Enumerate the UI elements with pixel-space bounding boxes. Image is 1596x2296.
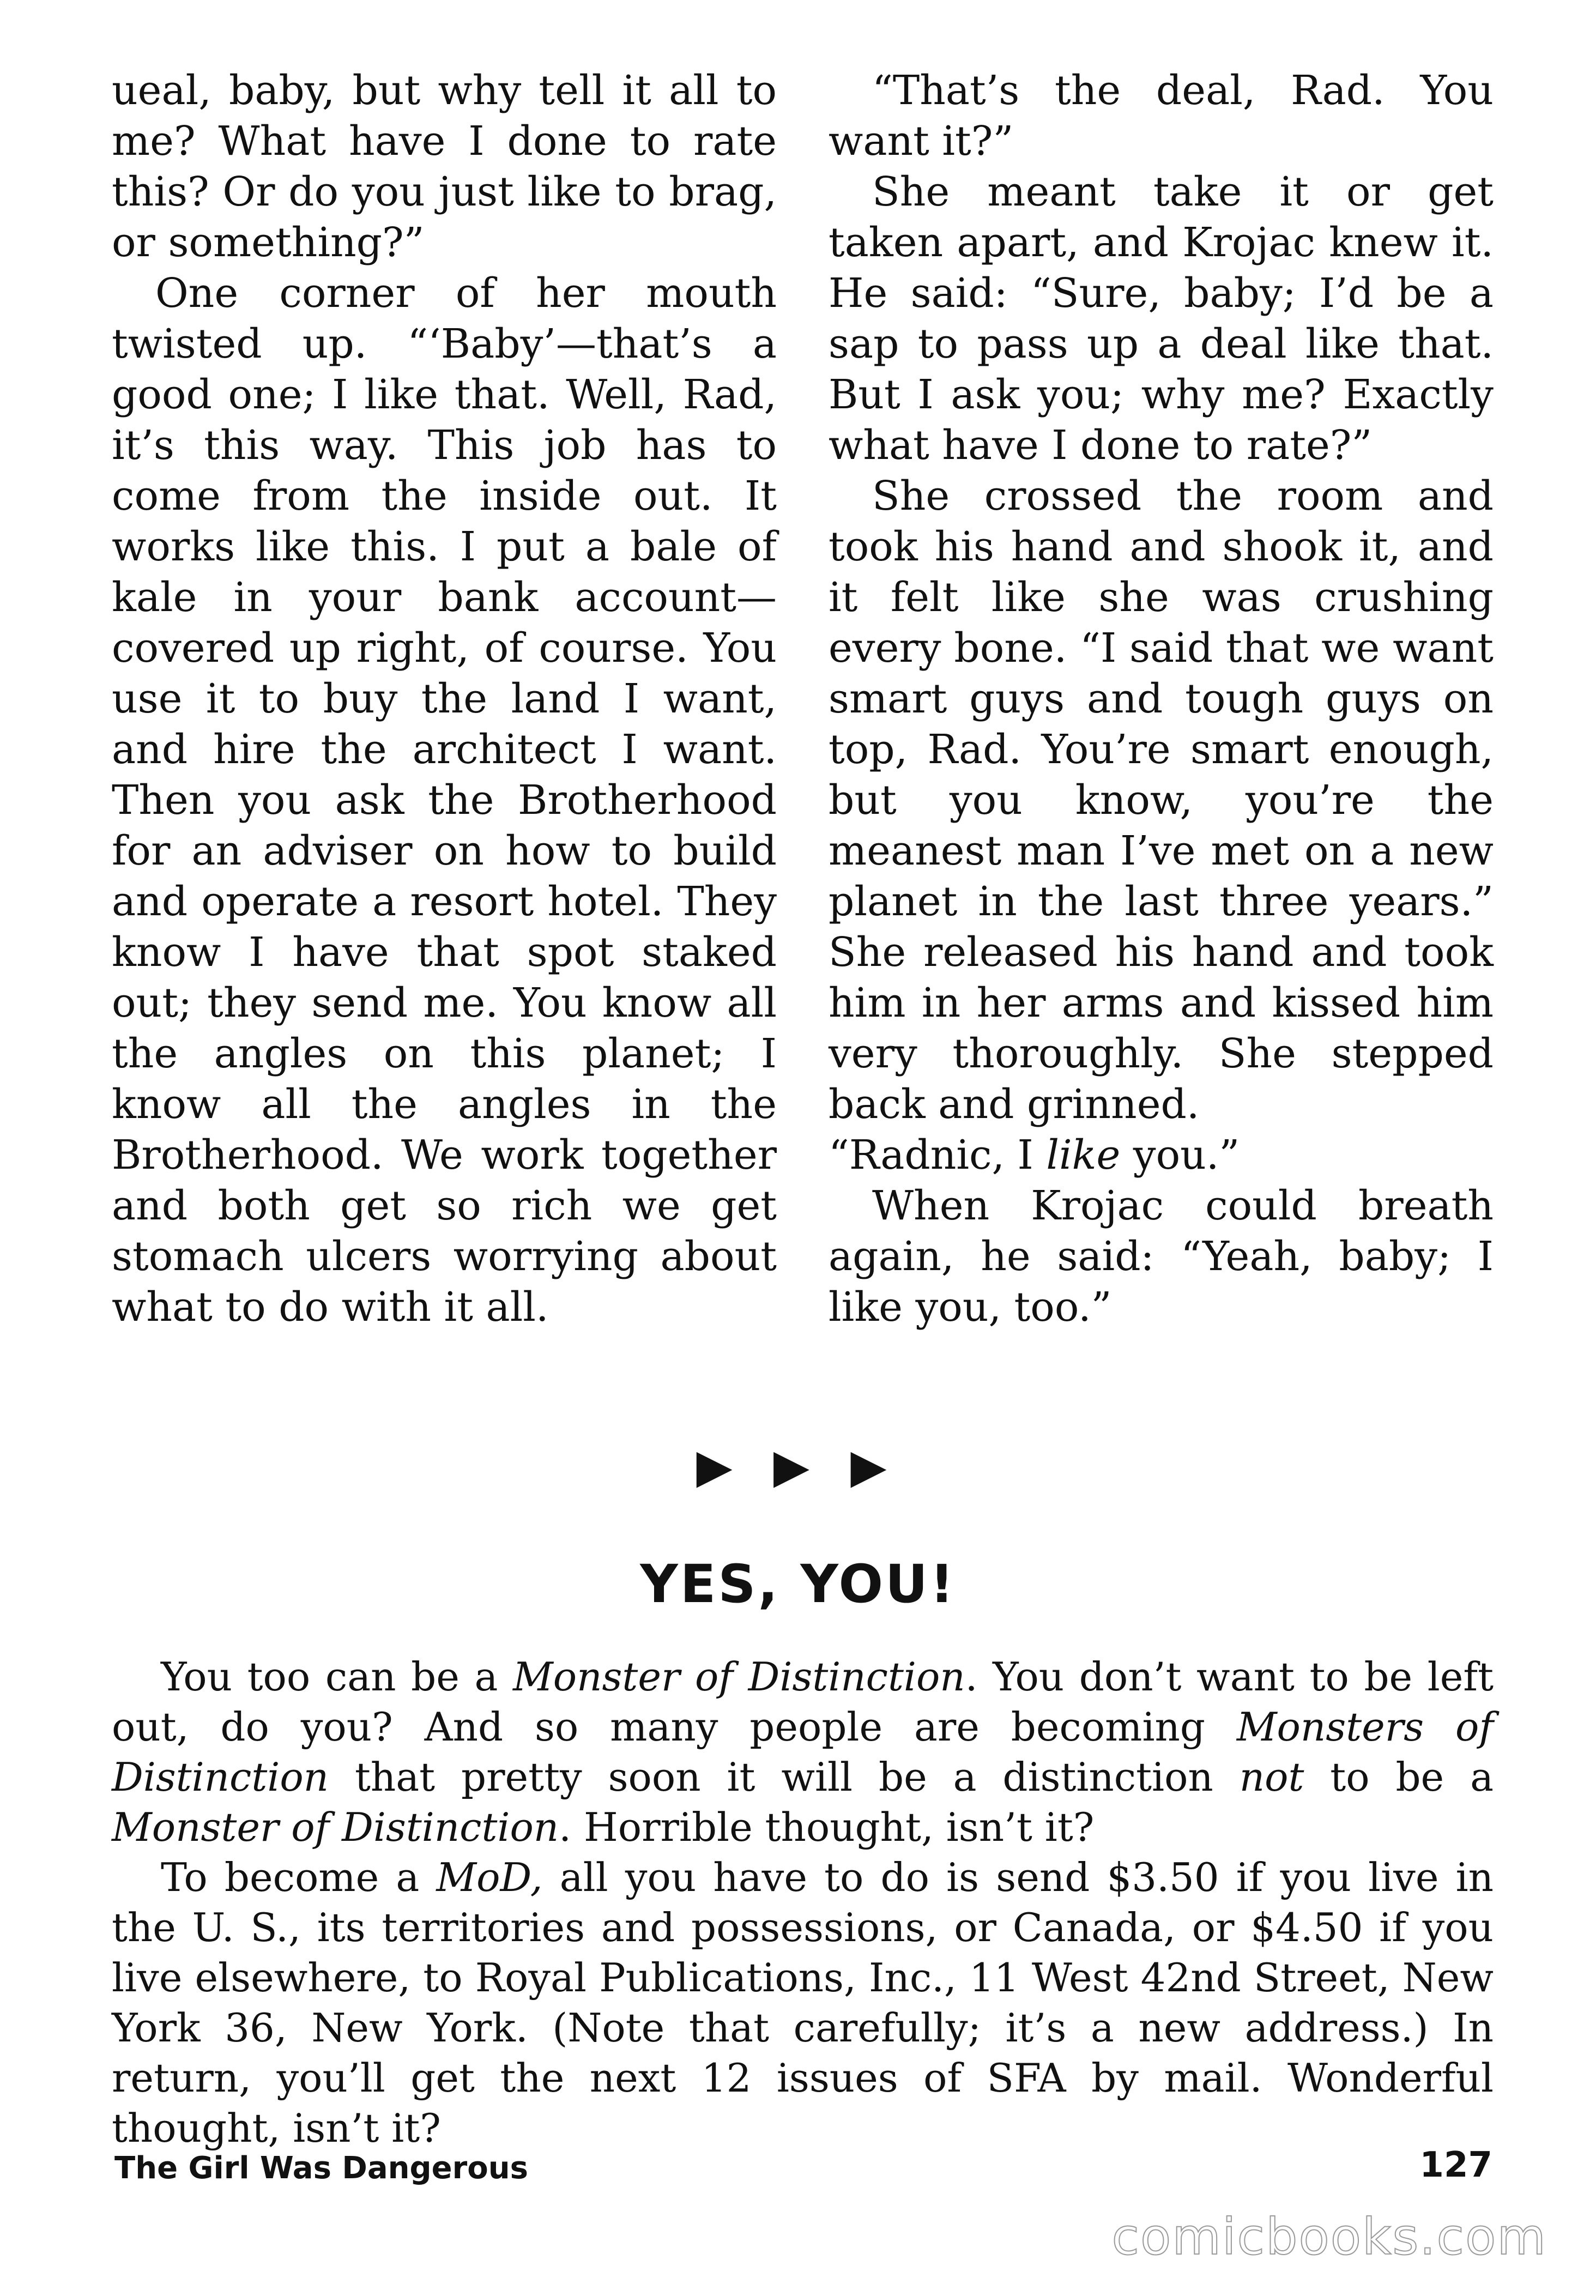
- italic-text-run: Monster of Distinction: [513, 1654, 965, 1700]
- text-run: to be a: [1304, 1754, 1494, 1800]
- text-run: . Horrible thought, isn’t it?: [559, 1804, 1095, 1850]
- page-number: 127: [1419, 2145, 1492, 2185]
- running-title: The Girl Was Dangerous: [114, 2150, 528, 2186]
- paragraph: [829, 1130, 1494, 1181]
- paragraph: “That’s the deal, Rad. You want it?”: [829, 67, 1494, 165]
- right-column: [829, 65, 1494, 1333]
- ad-heading: YES, YOU!: [640, 1554, 956, 1615]
- paragraph: ueal, baby, but why tell it all to me? What have I done to rate this? Or do you just like to brag, or something?”: [112, 67, 777, 266]
- paragraph: When Krojac could breath again, he said: “Yeah, baby; I like you, too.”: [829, 1182, 1494, 1331]
- ad-paragraph: [112, 1652, 1494, 1852]
- italic-text-run: not: [1239, 1754, 1304, 1800]
- ad-paragraph: [112, 1852, 1494, 2153]
- watermark: comicbooks.com: [1111, 2208, 1547, 2266]
- text-run: . You don’t want to be left out, do you? And so many people are becoming: [112, 1654, 1494, 1750]
- ad-body: [112, 1652, 1494, 2153]
- text-run: you.”: [1120, 1132, 1240, 1179]
- text-run: You too can be a: [161, 1654, 513, 1700]
- left-column: [112, 65, 777, 1333]
- text-run: that pretty soon it will be a distinction: [329, 1754, 1240, 1800]
- italic-text-run: MoD,: [436, 1854, 543, 1900]
- paragraph: One corner of her mouth twisted up. “‘Baby’—that’s a good one; I like that. Well, Rad, it’s this way. This job has to come from the inside out. It works like this. I put a bale of kale in your bank account—covered up right, of course. You use it to buy the land I want, and hire the architect I want. Then you ask the Brotherhood for an adviser on how to build and operate a resort hotel. They know I have that spot staked out; they send me. You know all the angles on this planet; I know all the angles in the Brotherhood. We work together and both get so rich we get stomach ulcers worrying about what to do with it all.: [112, 270, 777, 1331]
- text-run: To become a: [161, 1854, 437, 1900]
- text-run: all you have to do is send $3.50 if you live in the U. S., its territories and possessions, or Canada, or $4.50 if you live elsewhere, to Royal Publications, Inc., 11 West 42nd Street, New York 36, New York. (Note that carefully; it’s a new address.) In return, you’ll get the next 12 issues of SFA by mail. Wonderful thought, isn’t it?: [112, 1854, 1494, 2151]
- italic-text-run: like: [1046, 1132, 1121, 1179]
- text-run: “Radnic, I: [829, 1132, 1047, 1179]
- italic-text-run: Monsters of Distinction: [112, 1704, 1494, 1800]
- paragraph: She meant take it or get taken apart, and Krojac knew it. He said: “Sure, baby; I’d be a sap to pass up a deal like that. But I ask you; why me? Exactly what have I done to rate?”: [829, 168, 1494, 469]
- end-of-story-marker: ▶ ▶ ▶: [696, 1439, 900, 1494]
- paragraph: She crossed the room and took his hand and shook it, and it felt like she was crushing every bone. “I said that we want smart guys and tough guys on top, Rad. You’re smart enough, but you know, you’re the meanest man I’ve met on a new planet in the last three years.” She released his hand and took him in her arms and kissed him very thoroughly. She stepped back and grinned.: [829, 473, 1494, 1128]
- italic-text-run: Monster of Distinction: [112, 1804, 559, 1850]
